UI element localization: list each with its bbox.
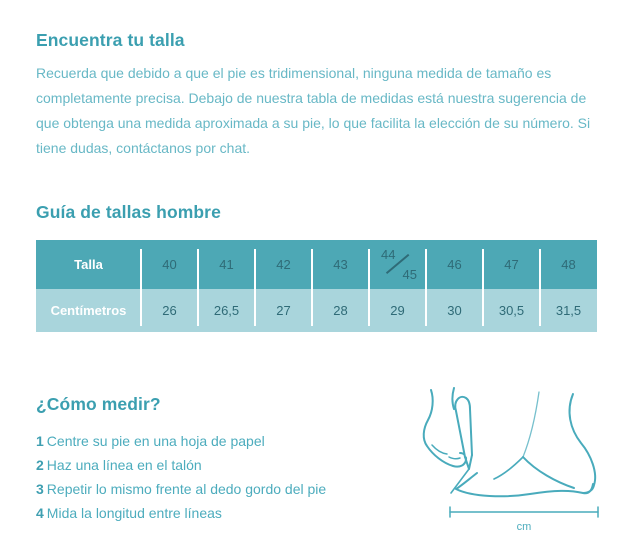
measure-step [36, 477, 326, 501]
size-table [36, 240, 597, 332]
row-label-talla: Talla [74, 257, 103, 272]
size-split-bottom: 45 [402, 267, 417, 282]
cm-cell: 30,5 [483, 289, 540, 332]
step-number: 2 [36, 457, 44, 473]
size-cell: 47 [483, 240, 540, 289]
cm-cell: 30 [426, 289, 483, 332]
page-title: Encuentra tu talla [36, 30, 185, 50]
step-text: Repetir lo mismo frente al dedo gordo del pie [46, 481, 327, 497]
size-split-top: 44 [381, 247, 396, 262]
how-to-measure-title: ¿Cómo medir? [36, 394, 161, 414]
size-cell-split [369, 240, 426, 289]
how-to-measure-text [36, 394, 326, 525]
step-number: 3 [36, 481, 44, 497]
size-table-row-centimetros [36, 289, 597, 332]
size-cell: 41 [198, 240, 255, 289]
step-number: 4 [36, 505, 44, 521]
measure-step [36, 453, 326, 477]
intro-paragraph: Recuerda que debido a que el pie es tridimensional, ninguna medida de tamaño es completamente precisa. Debajo de nuestra tabla de medidas está nuestra sugerencia de que obtenga una medida aproximada a su pie, lo que facilita la elección de su número. Si tiene dudas, contáctanos por chat. [36, 65, 591, 156]
size-guide-title: Guía de tallas hombre [36, 202, 221, 222]
measure-step [36, 501, 326, 525]
cm-cell: 26 [141, 289, 198, 332]
foot-measurement-illustration [420, 387, 620, 535]
how-to-measure-section [36, 394, 620, 535]
measurement-line [450, 507, 598, 517]
cm-cell: 29 [369, 289, 426, 332]
size-cell: 46 [426, 240, 483, 289]
measure-steps-list [36, 429, 326, 525]
size-cell: 48 [540, 240, 597, 289]
foot-outline [456, 392, 595, 496]
step-number: 1 [36, 433, 44, 449]
step-text: Mida la longitud entre líneas [46, 505, 222, 521]
cm-cell: 27 [255, 289, 312, 332]
cm-cell: 26,5 [198, 289, 255, 332]
measure-step [36, 429, 326, 453]
step-text: Haz una línea en el talón [46, 457, 202, 473]
cm-cell: 28 [312, 289, 369, 332]
foot-pencil-drawing-svg [420, 387, 620, 535]
size-table-row-talla [36, 240, 597, 289]
row-label-centimetros: Centímetros [50, 303, 127, 318]
step-text: Centre su pie en una hoja de papel [46, 433, 265, 449]
cm-cell: 31,5 [540, 289, 597, 332]
size-cell: 43 [312, 240, 369, 289]
cm-label: cm [516, 521, 532, 533]
size-cell: 42 [255, 240, 312, 289]
size-cell: 40 [141, 240, 198, 289]
